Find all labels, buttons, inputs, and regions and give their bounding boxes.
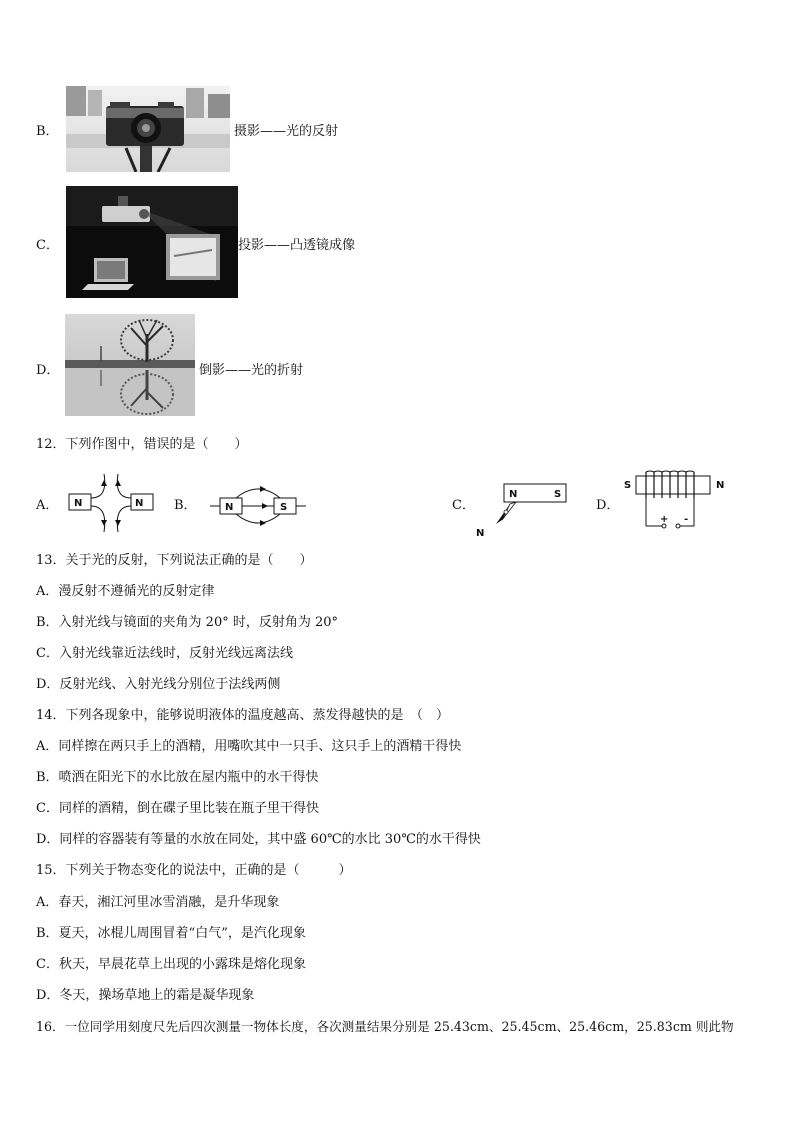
option-letter: D． xyxy=(36,363,60,378)
q15-option-b: B．夏天，冰棍儿周围冒着“白气”，是汽化现象 xyxy=(36,926,306,941)
pole-label: S xyxy=(624,480,632,491)
q15-option-d: D．冬天，操场草地上的霜是凝华现象 xyxy=(36,988,255,1003)
terminal-plus: + xyxy=(660,514,669,525)
pole-label: S xyxy=(280,502,288,513)
pole-label: N xyxy=(74,498,83,509)
q13-option-b: B．入射光线与镜面的夹角为 20° 时，反射角为 20° xyxy=(36,615,339,630)
q11-option-b xyxy=(36,120,59,139)
q15-stem: 15．下列关于物态变化的说法中，正确的是（ ） xyxy=(36,863,352,878)
q11-option-c xyxy=(36,234,59,253)
diagram-c-compass-needle xyxy=(474,482,570,538)
q15-option-c: C．秋天，早晨花草上出现的小露珠是熔化现象 xyxy=(36,957,306,972)
q14-option-c: C．同样的酒精，倒在碟子里比装在瓶子里干得快 xyxy=(36,801,319,816)
option-letter: C． xyxy=(36,238,59,253)
needle-label: N xyxy=(476,528,485,539)
q14-stem: 14．下列各现象中，能够说明液体的温度越高、蒸发得越快的是 （ ） xyxy=(36,708,450,723)
q13-option-c: C．入射光线靠近法线时，反射光线远离法线 xyxy=(36,646,293,661)
diagram-a-like-poles xyxy=(66,472,158,534)
diagram-d-solenoid xyxy=(622,470,726,532)
q13-stem: 13．关于光的反射，下列说法正确的是（ ） xyxy=(36,553,313,568)
pole-label: N xyxy=(716,480,725,491)
pole-label: N xyxy=(135,498,144,509)
tree-reflection-photo xyxy=(65,314,195,416)
projector-photo xyxy=(66,186,238,298)
q12-option-a-letter: A． xyxy=(36,498,59,513)
q12-option-d-letter: D． xyxy=(596,498,620,513)
q11-option-d xyxy=(36,359,59,378)
q12-stem: 12．下列作图中，错误的是（ ） xyxy=(36,437,248,452)
q12-option-b-letter: B． xyxy=(174,498,197,513)
q11-option-b-text: 摄影——光的反射 xyxy=(234,124,339,139)
q14-option-a: A．同样擦在两只手上的酒精，用嘴吹其中一只手、这只手上的酒精干得快 xyxy=(36,739,462,754)
diagram-b-opposite-poles xyxy=(210,484,306,524)
camera-photo xyxy=(66,86,230,172)
q14-option-d: D．同样的容器装有等量的水放在同处，其中盛 60℃的水比 30℃的水干得快 xyxy=(36,832,481,847)
q15-option-a: A．春天，湘江河里冰雪消融，是升华现象 xyxy=(36,895,280,910)
q16-stem: 16．一位同学用刻度尺先后四次测量一物体长度，各次测量结果分别是 25.43cm、25.45cm、25.46cm，25.83cm 则此物 xyxy=(36,1019,734,1034)
q11-option-c-text: 投影——凸透镜成像 xyxy=(238,238,356,253)
pole-label: N xyxy=(225,502,234,513)
q13-option-d: D．反射光线、入射光线分别位于法线两侧 xyxy=(36,677,281,692)
terminal-minus: - xyxy=(684,514,689,525)
q14-option-b: B．喷洒在阳光下的水比放在屋内瓶中的水干得快 xyxy=(36,770,319,785)
pole-label: N xyxy=(509,489,518,500)
pole-label: S xyxy=(554,489,562,500)
q13-option-a: A．漫反射不遵循光的反射定律 xyxy=(36,584,215,599)
q12-option-c-letter: C． xyxy=(452,498,475,513)
option-letter: B． xyxy=(36,124,59,139)
q11-option-d-text: 倒影——光的折射 xyxy=(199,363,304,378)
